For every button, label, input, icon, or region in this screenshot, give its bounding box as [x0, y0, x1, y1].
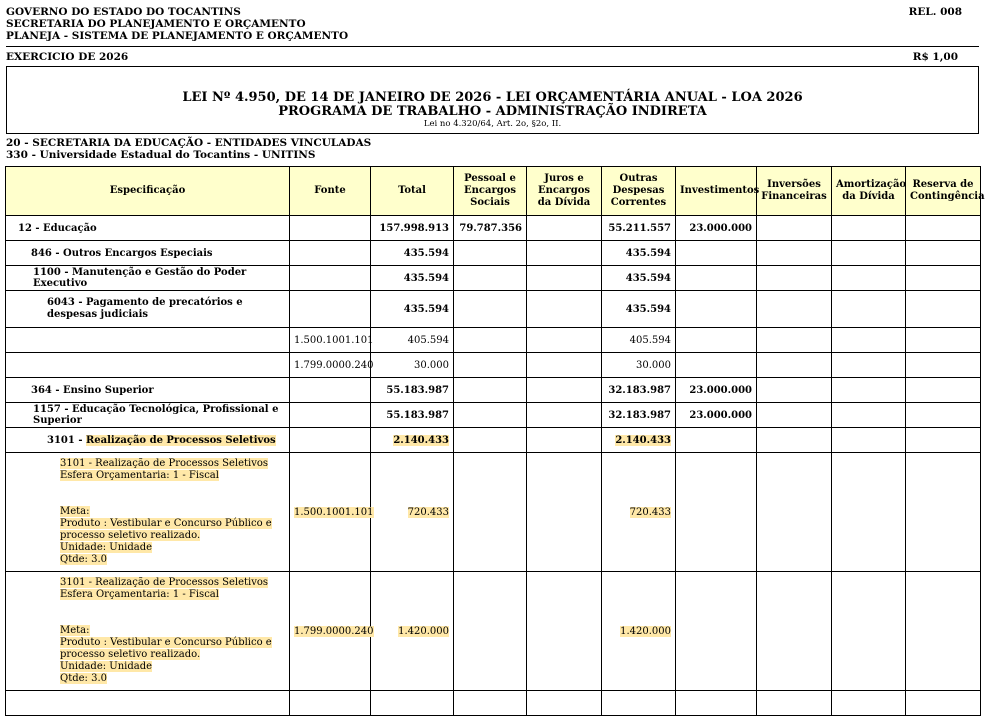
table-header-row — [6, 167, 981, 216]
exercicio: EXERCICIO DE 2026 — [6, 51, 129, 63]
col-header: Pessoal e Encargos Sociais — [454, 167, 527, 216]
fonte-cell: 1.799.0000.240 — [290, 353, 371, 378]
header-line1: GOVERNO DO ESTADO DO TOCANTINS — [6, 6, 241, 18]
org-block — [6, 137, 371, 161]
detail-spec: 3101 - Realização de Processos Seletivos Esfera Orçamentaria: 1 - Fiscal Meta: Produto : Vestibular e Concurso Público e processo seletivo realizado. Unidade: Unidade Qtde: 3.0 — [6, 572, 290, 691]
table-row: 1.799.0000.240 30.000 30.000 — [6, 353, 981, 378]
program-title: PROGRAMA DE TRABALHO - ADMINISTRAÇÃO INDIRETA — [278, 104, 707, 119]
table-row: 1100 - Manutenção e Gestão do Poder Executivo 435.594 435.594 — [6, 266, 981, 291]
col-header: Reserva de Contingência — [906, 167, 981, 216]
detail-spec: 3101 - Realização de Processos Seletivos Esfera Orçamentaria: 1 - Fiscal Meta: Produto : Vestibular e Concurso Público e processo seletivo realizado. Unidade: Unidade Qtde: 3.0 — [6, 453, 290, 572]
spec-cell: 1157 - Educação Tecnológica, Profissional e Superior — [6, 403, 290, 428]
fonte-cell: 1.500.1001.101 — [290, 328, 371, 353]
fonte-cell: 1.500.1001.101 — [294, 506, 374, 518]
col-header: Total — [371, 167, 454, 216]
table-row: 12 - Educação 157.998.913 79.787.356 55.211.557 23.000.000 — [6, 216, 981, 241]
table-row: 6043 - Pagamento de precatórios e despesas judiciais 435.594 435.594 — [6, 291, 981, 328]
orgao: 20 - SECRETARIA DA EDUCAÇÃO - ENTIDADES VINCULADAS — [6, 137, 372, 149]
title-box — [6, 66, 979, 134]
budget-table — [5, 166, 985, 716]
law-reference: Lei no 4.320/64, Art. 2o, §2o, II. — [423, 119, 562, 129]
detail-row: 3101 - Realização de Processos Seletivos Esfera Orçamentaria: 1 - Fiscal Meta: Produto : Vestibular e Concurso Público e processo seletivo realizado. Unidade: Unidade Qtde: 3.0 1.799.0000.240 1.420.000 1.420.000 — [6, 572, 981, 691]
highlighted-text: Realização de Processos Seletivos — [85, 434, 276, 446]
spec-cell: 846 - Outros Encargos Especiais — [6, 241, 290, 266]
col-header: Amortização da Dívida — [832, 167, 906, 216]
table-row — [6, 691, 981, 716]
spec-cell: 1100 - Manutenção e Gestão do Poder Executivo — [6, 266, 290, 291]
spec-cell: 6043 - Pagamento de precatórios e despesas judiciais — [6, 291, 290, 328]
col-header: Fonte — [290, 167, 371, 216]
table-row: 3101 - Realização de Processos Seletivos 2.140.433 2.140.433 — [6, 428, 981, 453]
col-header: Especificação — [6, 167, 290, 216]
col-header: Investimentos — [676, 167, 757, 216]
total-cell: 157.998.913 — [371, 216, 454, 241]
currency-unit: R$ 1,00 — [912, 51, 958, 63]
table-row: 846 - Outros Encargos Especiais 435.594 435.594 — [6, 241, 981, 266]
table-row: 1.500.1001.101 405.594 405.594 — [6, 328, 981, 353]
law-title: LEI Nº 4.950, DE 14 DE JANEIRO DE 2026 - LEI ORÇAMENTÁRIA ANUAL - LOA 2026 — [182, 90, 803, 105]
spec-cell: 12 - Educação — [6, 216, 290, 241]
table-row: 1157 - Educação Tecnológica, Profissional e Superior 55.183.987 32.183.987 23.000.000 — [6, 403, 981, 428]
detail-row: 3101 - Realização de Processos Seletivos Esfera Orçamentaria: 1 - Fiscal Meta: Produto : Vestibular e Concurso Público e processo seletivo realizado. Unidade: Unidade Qtde: 3.0 1.500.1001.101 720.433 720.433 — [6, 453, 981, 572]
fonte-cell: 1.799.0000.240 — [294, 625, 374, 637]
col-header: Inversões Financeiras — [757, 167, 832, 216]
spec-cell: 364 - Ensino Superior — [6, 378, 290, 403]
table-row: 364 - Ensino Superior 55.183.987 32.183.987 23.000.000 — [6, 378, 981, 403]
unidade: 330 - Universidade Estadual do Tocantins - UNITINS — [6, 149, 316, 161]
header-line2: SECRETARIA DO PLANEJAMENTO E ORÇAMENTO — [6, 18, 306, 30]
header-divider — [6, 46, 979, 47]
spec-cell: 3101 - Realização de Processos Seletivos — [6, 428, 290, 453]
report-code: REL. 008 — [908, 6, 962, 18]
header-line3: PLANEJA - SISTEMA DE PLANEJAMENTO E ORÇAMENTO — [6, 30, 349, 42]
col-header: Outras Despesas Correntes — [602, 167, 676, 216]
col-header: Juros e Encargos da Dívida — [527, 167, 602, 216]
header-block — [6, 6, 348, 42]
